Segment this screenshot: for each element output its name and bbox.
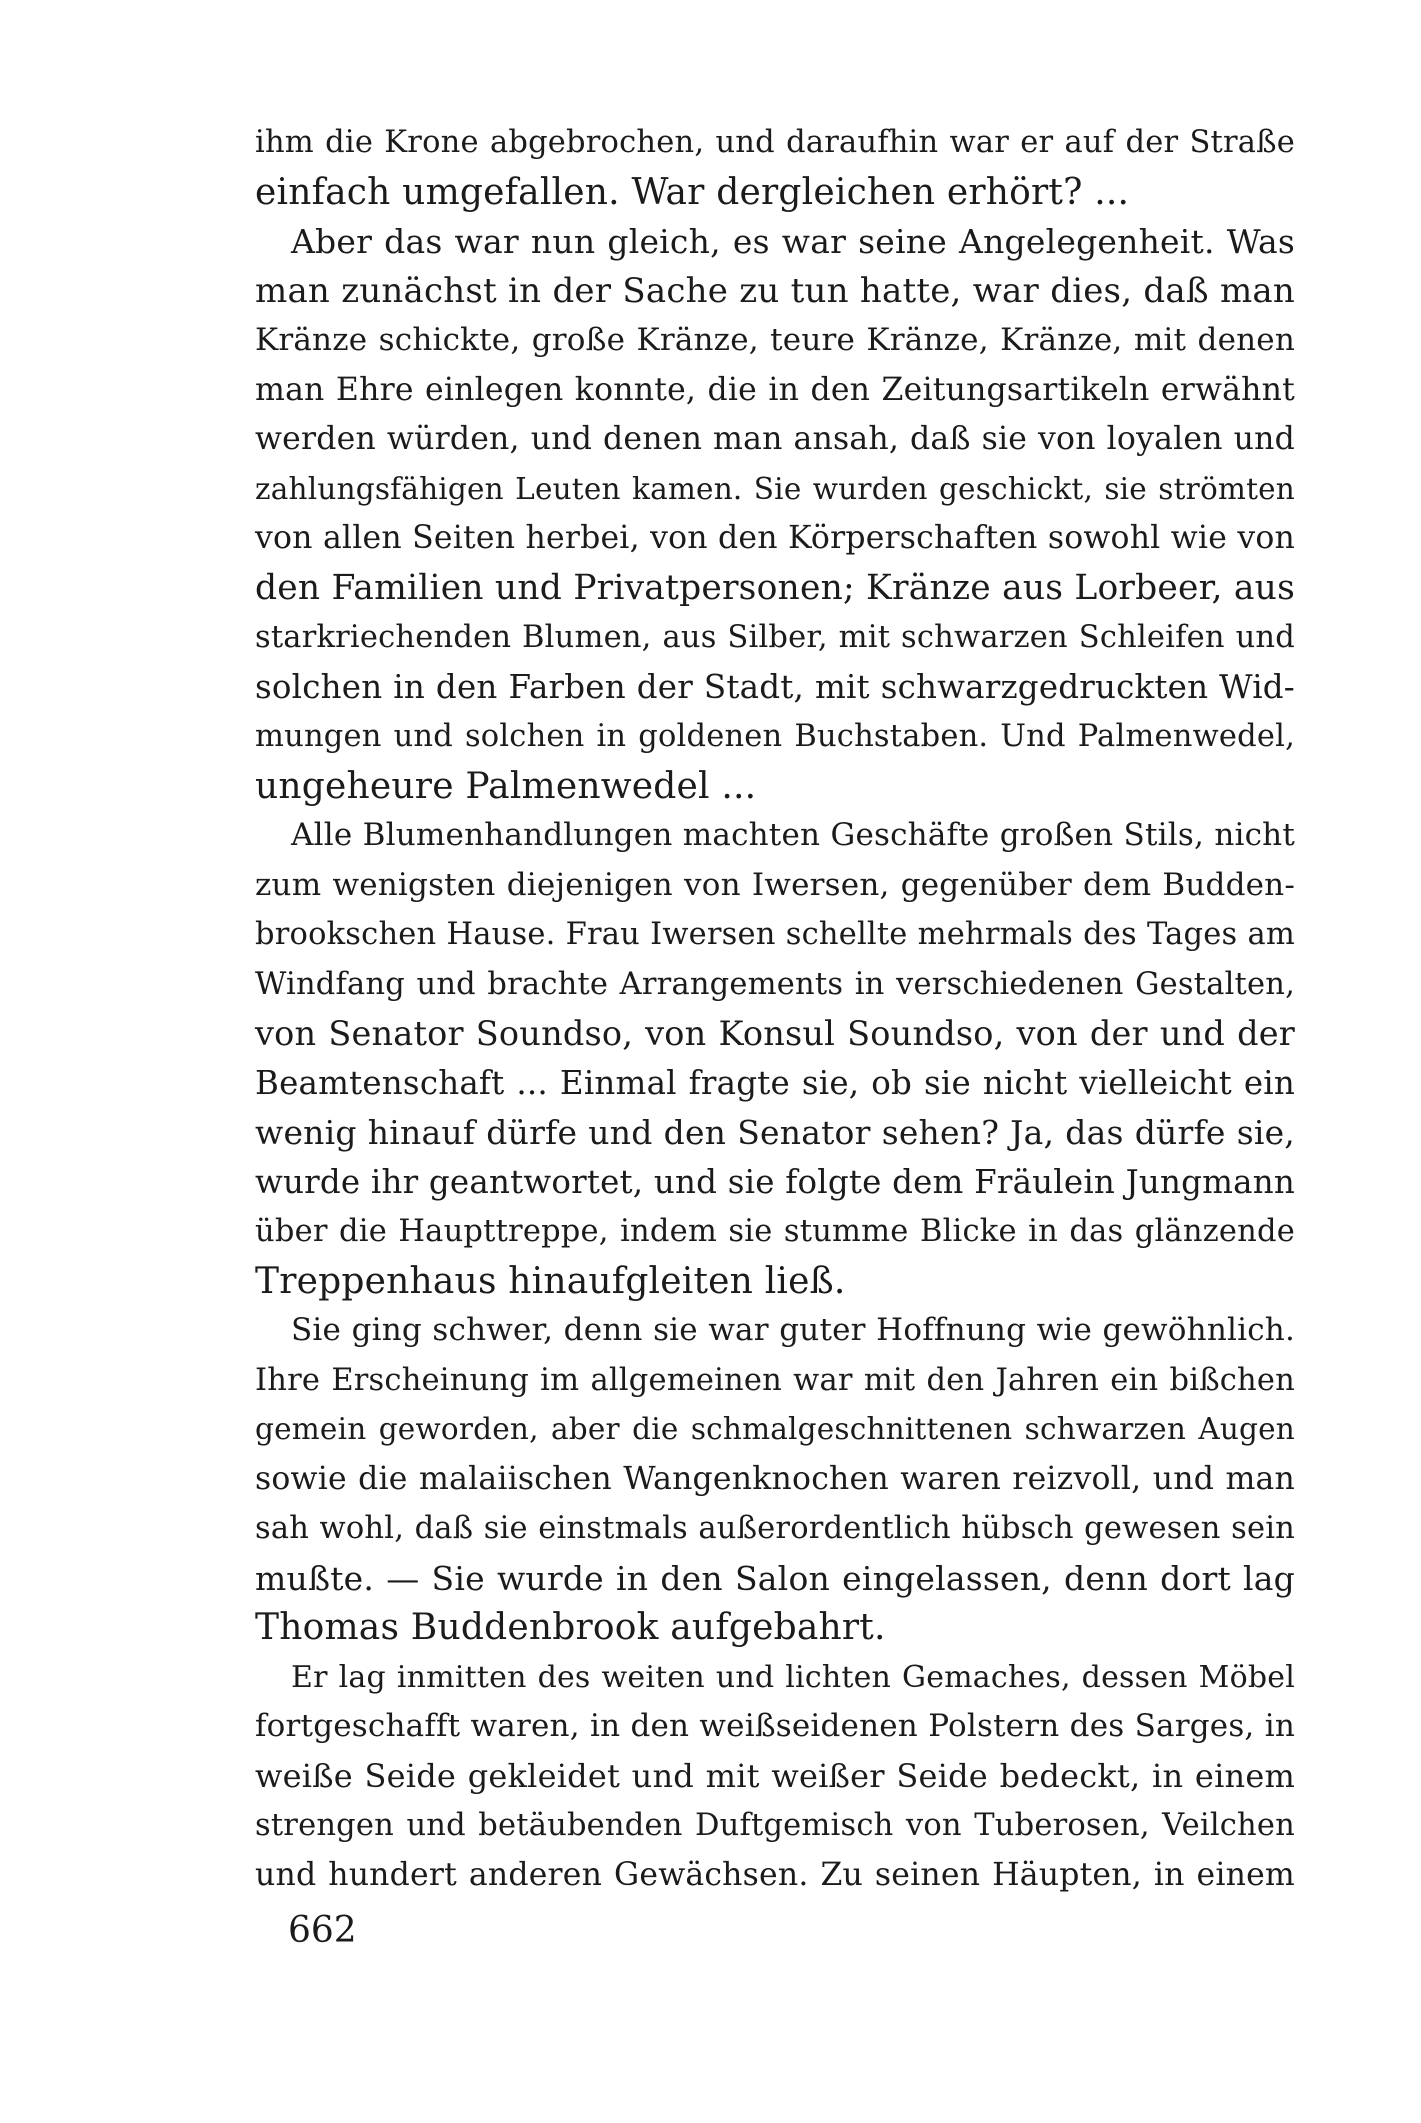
text-line: Alle Blumenhandlungen machten Geschäfte großen Stils, nicht bbox=[291, 817, 1295, 853]
text-line: man zunächst in der Sache zu tun hatte, war dies, daß man bbox=[255, 270, 1295, 311]
text-line: strengen und betäubenden Duftgemisch von Tuberosen, Veilchen bbox=[255, 1808, 1295, 1843]
text-line: sah wohl, daß sie einstmals außerordentlich hübsch gewesen sein bbox=[255, 1511, 1295, 1546]
text-line: wenig hinauf dürfe und den Senator sehen? Ja, das dürfe sie, bbox=[255, 1113, 1295, 1152]
text-line: Sie ging schwer, denn sie war guter Hoffnung wie gewöhnlich. bbox=[291, 1312, 1295, 1348]
text-line: Aber das war nun gleich, es war seine Angelegenheit. Was bbox=[291, 222, 1295, 261]
text-line: werden würden, und denen man ansah, daß sie von loyalen und bbox=[255, 421, 1295, 457]
text-line: von allen Seiten herbei, von den Körperschaften sowohl wie von bbox=[255, 520, 1295, 556]
text-line: solchen in den Farben der Stadt, mit schwarzgedruckten Wid- bbox=[255, 667, 1295, 706]
text-line: Beamtenschaft ... Einmal fragte sie, ob sie nicht vielleicht ein bbox=[255, 1063, 1295, 1102]
text-line: ungeheure Palmenwedel ... bbox=[255, 765, 757, 807]
text-line: sowie die malaiischen Wangenknochen waren reizvoll, und man bbox=[255, 1460, 1295, 1497]
text-line: mußte. — Sie wurde in den Salon eingelassen, denn dort lag bbox=[255, 1558, 1295, 1598]
text-line: ihm die Krone abgebrochen, und daraufhin war er auf der Straße bbox=[255, 125, 1295, 160]
body-text bbox=[255, 118, 1295, 1900]
text-line: Ihre Erscheinung im allgemeinen war mit den Jahren ein bißchen bbox=[255, 1362, 1295, 1398]
text-line: über die Haupttreppe, indem sie stumme Blicke in das glänzende bbox=[255, 1214, 1295, 1249]
text-line: mungen und solchen in goldenen Buchstaben. Und Palmenwedel, bbox=[255, 719, 1295, 754]
text-line: Windfang und brachte Arrangements in verschiedenen Gestalten, bbox=[255, 966, 1295, 1002]
text-line: zum wenigsten diejenigen von Iwersen, gegenüber dem Budden- bbox=[255, 866, 1295, 903]
text-line: den Familien und Privatpersonen; Kränze aus Lorbeer, aus bbox=[255, 567, 1295, 608]
text-line: weiße Seide gekleidet und mit weißer Seide bedeckt, in einem bbox=[255, 1756, 1295, 1795]
text-line: brookschen Hause. Frau Iwersen schellte mehrmals des Tages am bbox=[255, 917, 1295, 952]
text-line: wurde ihr geantwortet, und sie folgte dem Fräulein Jungmann bbox=[255, 1162, 1295, 1201]
text-line: starkriechenden Blumen, aus Silber, mit schwarzen Schleifen und bbox=[255, 620, 1295, 655]
text-line: Treppenhaus hinaufgleiten ließ. bbox=[255, 1260, 846, 1302]
text-line: von Senator Soundso, von Konsul Soundso, von der und der bbox=[255, 1014, 1295, 1053]
text-line: einfach umgefallen. War dergleichen erhört? ... bbox=[255, 171, 1130, 213]
text-line: gemein geworden, aber die schmalgeschnittenen schwarzen Augen bbox=[255, 1412, 1295, 1446]
text-line: Er lag inmitten des weiten und lichten Gemaches, dessen Möbel bbox=[291, 1659, 1295, 1695]
text-line: und hundert anderen Gewächsen. Zu seinen Häupten, in einem bbox=[255, 1856, 1295, 1893]
text-line: Kränze schickte, große Kränze, teure Kränze, Kränze, mit denen bbox=[255, 322, 1295, 358]
text-line: fortgeschafft waren, in den weißseidenen Polstern des Sarges, in bbox=[255, 1708, 1295, 1744]
page-number: 662 bbox=[288, 1910, 357, 1951]
text-line: man Ehre einlegen konnte, die in den Zeitungsartikeln erwähnt bbox=[255, 371, 1295, 408]
text-line: zahlungsfähigen Leuten kamen. Sie wurden geschickt, sie strömten bbox=[255, 471, 1295, 506]
text-line: Thomas Buddenbrook aufgebahrt. bbox=[255, 1607, 886, 1648]
